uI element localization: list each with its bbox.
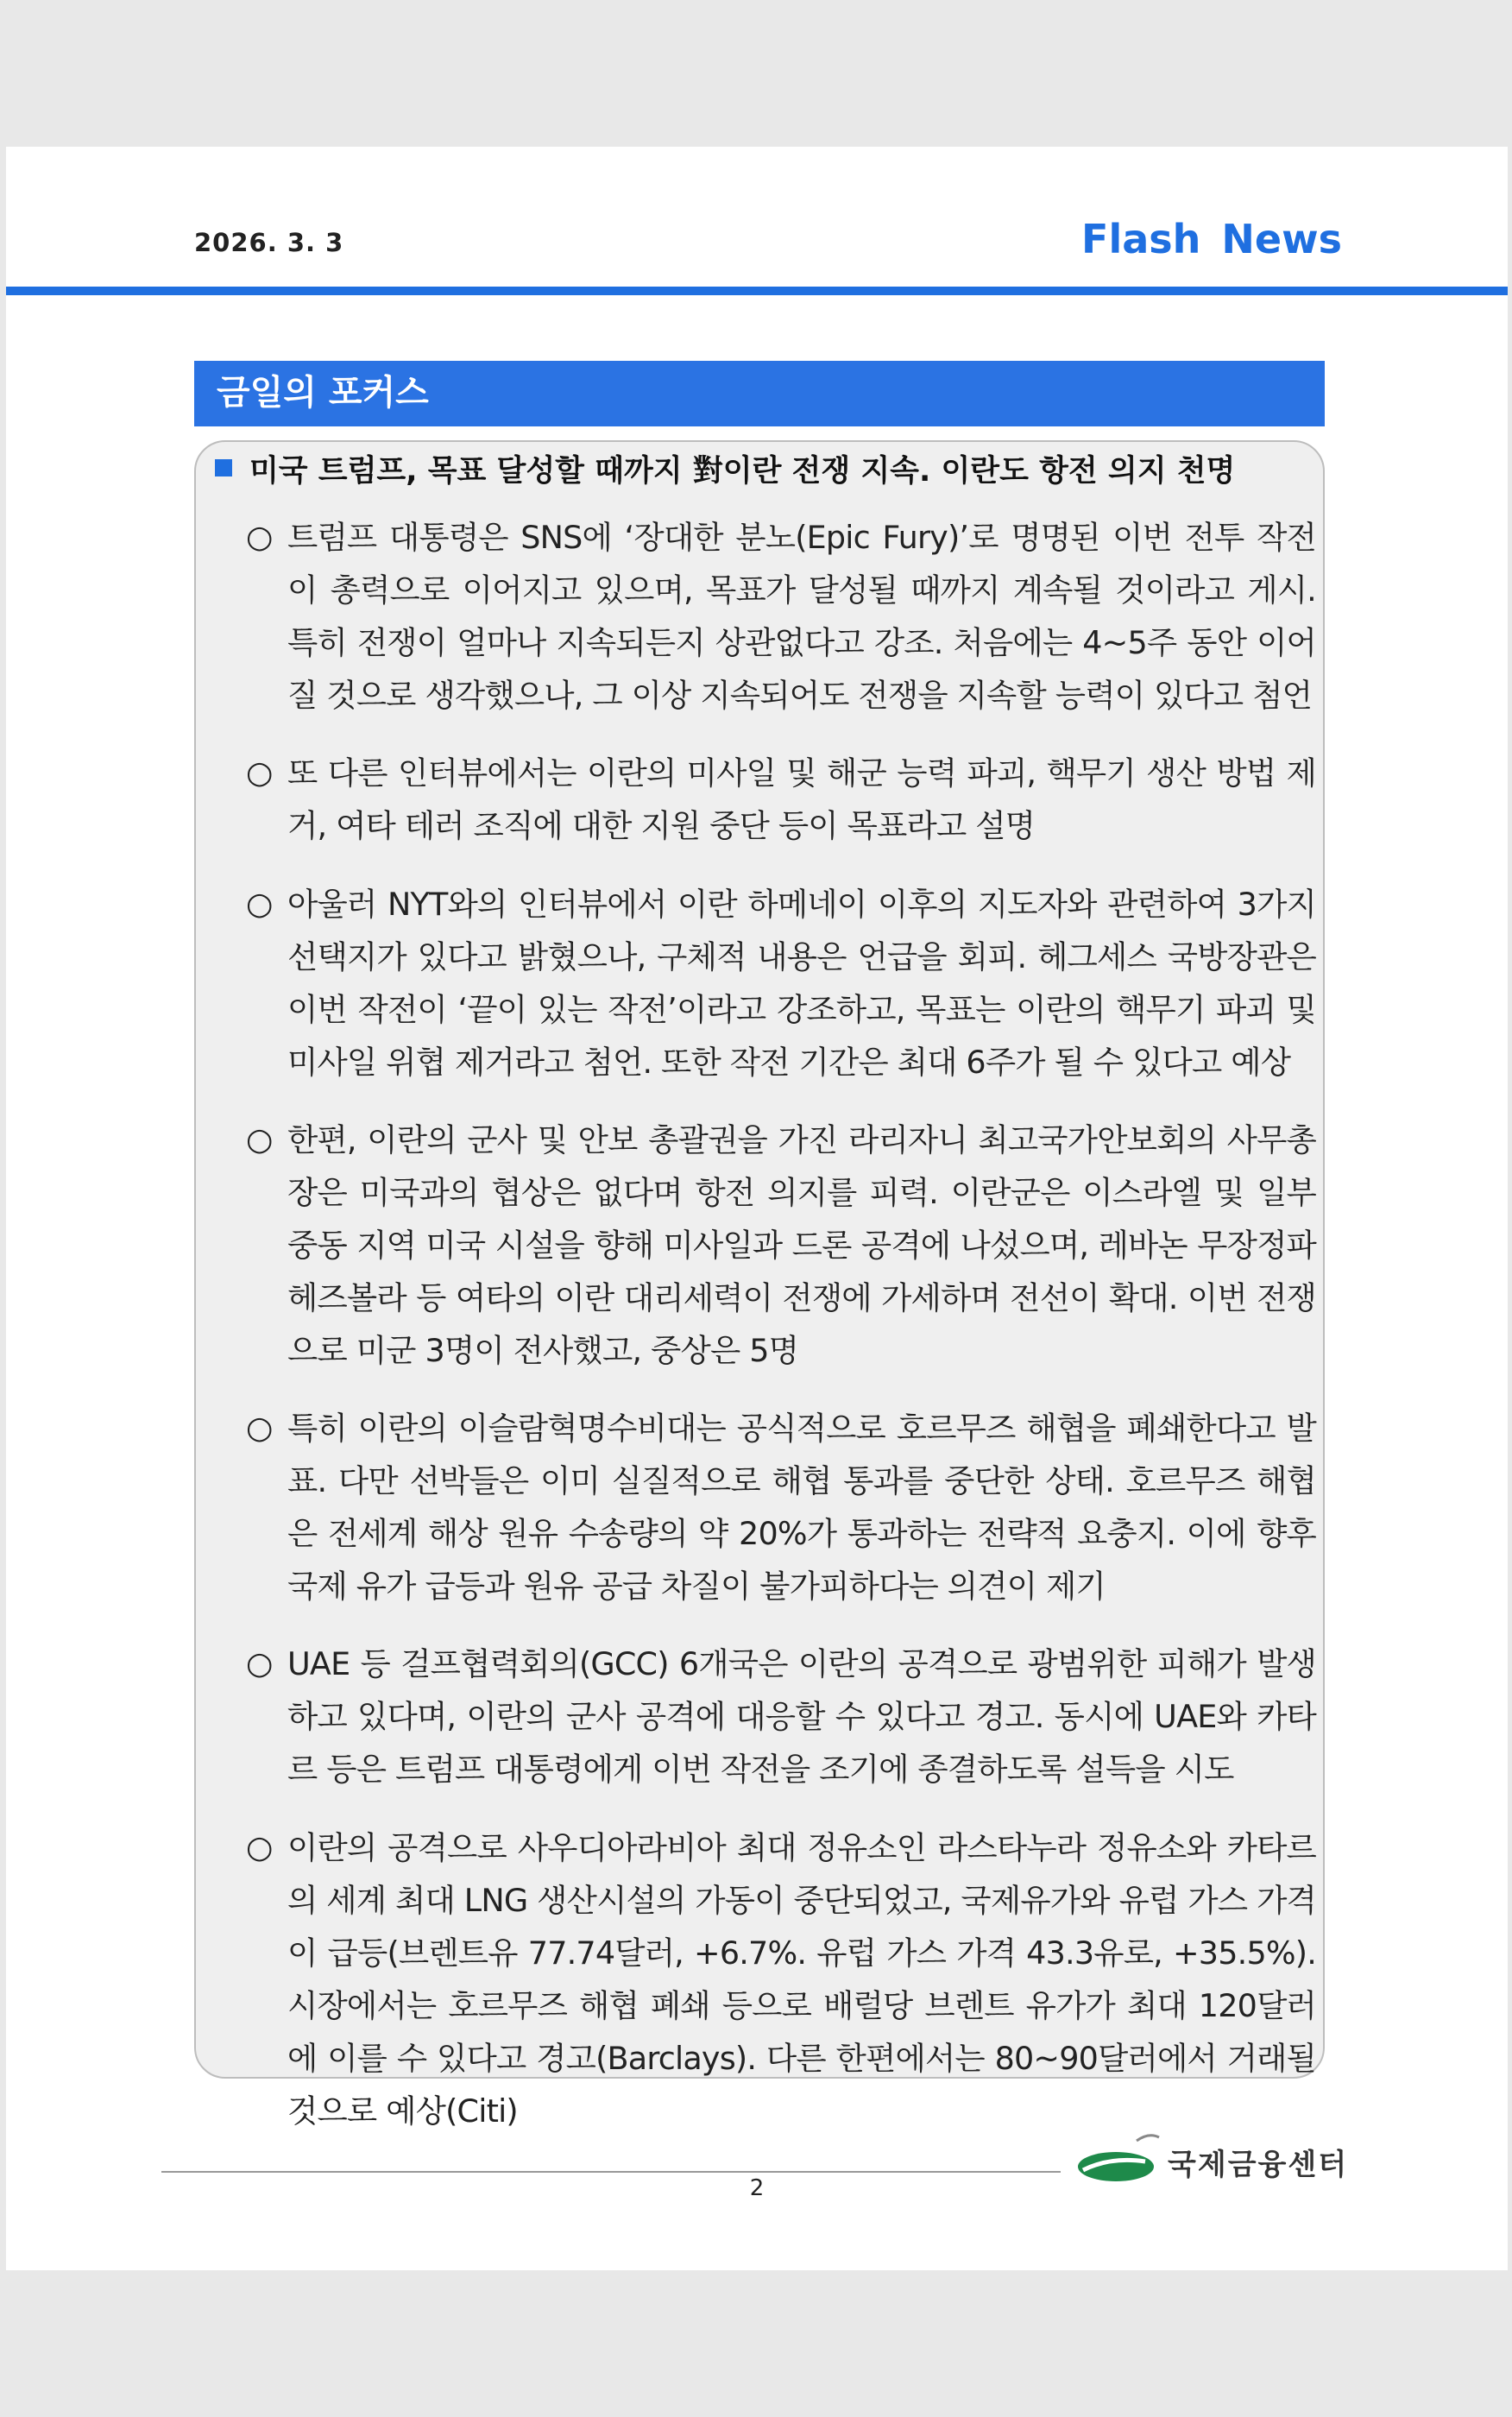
headline-text: 미국 트럼프, 목표 달성할 때까지 對이란 전쟁 지속. 이란도 항전 의지 천명 [249,454,1236,489]
paragraph-text: 특히 이란의 이슬람혁명수비대는 공식적으로 호르무즈 해협을 폐쇄한다고 발표. 다만 선박들은 이미 실질적으로 해협 통과를 중단한 상태. 호르무즈 해협은 전세계 해상 원유 수송량의 약 20%가 통과하는 전략적 요충지. 이에 향후 국제 유가 급등과 원유 공급 차질이 불가피하다는 의견이 제기 [287,1410,1316,1605]
paragraph-text: UAE 등 걸프협력회의(GCC) 6개국은 이란의 공격으로 광범위한 피해가 발생하고 있다며, 이란의 군사 공격에 대응할 수 있다고 경고. 동시에 UAE와 카타르 등은 트럼프 대통령에게 이번 작전을 조기에 종결하도록 설득을 시도 [287,1645,1316,1788]
page-number: 2 [749,2175,765,2201]
kcif-logo-text: 국제금융센터 [1168,2148,1349,2182]
paragraph-5 [246,1402,1316,1612]
footer-rule [161,2171,1061,2173]
flash-news-title: Flash News [1081,216,1342,262]
headline [215,447,1235,490]
circle-bullet-icon: ○ [246,520,274,555]
square-bullet-icon [215,459,232,476]
paragraph-4 [246,1114,1316,1377]
kcif-logo-icon [1076,2130,1162,2191]
circle-bullet-icon: ○ [246,1122,274,1158]
paragraph-text: 이란의 공격으로 사우디아라비아 최대 정유소인 라스타누라 정유소와 카타르의 세계 최대 LNG 생산시설의 가동이 중단되었고, 국제유가와 유럽 가스 가격이 급등(브렌트유 77.74달러, +6.7%. 유럽 가스 가격 43.3유로, +35.5%). 시장에서는 호르무즈 해협 폐쇄 등으로 배럴당 브렌트 유가가 최대 120달러에 이를 수 있다고 경고(Barclays). 다른 한편에서는 80~90달러에서 거래될 것으로 예상(Citi) [287,1829,1316,2130]
section-title-bar: 금일의 포커스 [194,361,1325,426]
circle-bullet-icon: ○ [246,887,274,922]
focus-box [194,440,1325,2130]
header-rule [6,287,1508,295]
paragraph-text: 또 다른 인터뷰에서는 이란의 미사일 및 해군 능력 파괴, 핵무기 생산 방법 제거, 여타 테러 조직에 대한 지원 중단 등이 목표라고 설명 [287,754,1316,844]
paragraph-6 [246,1638,1316,1795]
paragraph-7 [246,1821,1316,2137]
paragraph-1 [246,511,1316,722]
document-page [6,147,1508,2270]
circle-bullet-icon: ○ [246,1830,274,1865]
paragraph-2 [246,747,1316,852]
circle-bullet-icon: ○ [246,755,274,791]
paragraph-text: 트럼프 대통령은 SNS에 ‘장대한 분노(Epic Fury)’로 명명된 이번 전투 작전이 총력으로 이어지고 있으며, 목표가 달성될 때까지 계속될 것이라고 게시. 특히 전쟁이 얼마나 지속되든지 상관없다고 강조. 처음에는 4~5주 동안 이어질 것으로 생각했으나, 그 이상 지속되어도 전쟁을 지속할 능력이 있다고 첨언 [287,519,1316,714]
circle-bullet-icon: ○ [246,1410,274,1446]
report-date: 2026. 3. 3 [194,228,344,257]
kcif-logo [1076,2130,1490,2191]
paragraph-3 [246,878,1316,1089]
circle-bullet-icon: ○ [246,1646,274,1682]
paragraph-text: 한편, 이란의 군사 및 안보 총괄권을 가진 라리자니 최고국가안보회의 사무총장은 미국과의 협상은 없다며 항전 의지를 피력. 이란군은 이스라엘 및 일부 중동 지역 미국 시설을 향해 미사일과 드론 공격에 나섰으며, 레바논 무장정파 헤즈볼라 등 여타의 이란 대리세력이 전쟁에 가세하며 전선이 확대. 이번 전쟁으로 미군 3명이 전사했고, 중상은 5명 [287,1121,1316,1369]
paragraph-text: 아울러 NYT와의 인터뷰에서 이란 하메네이 이후의 지도자와 관련하여 3가지 선택지가 있다고 밝혔으나, 구체적 내용은 언급을 회피. 헤그세스 국방장관은 이번 작전이 ‘끝이 있는 작전’이라고 강조하고, 목표는 이란의 핵무기 파괴 및 미사일 위협 제거라고 첨언. 또한 작전 기간은 최대 6주가 될 수 있다고 예상 [287,886,1316,1081]
